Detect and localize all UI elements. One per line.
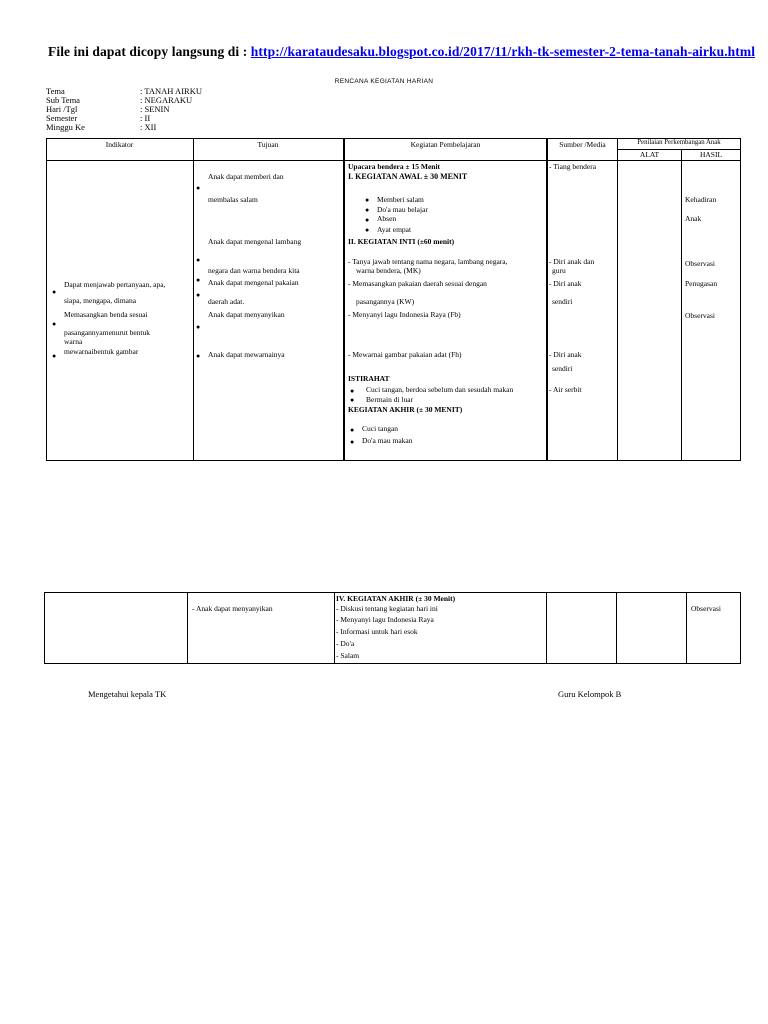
bullet-icon: ● [196, 352, 201, 360]
kegiatan-inti-line: - Tanya jawab tentang nama negara, lambang negara, [348, 257, 508, 266]
closing-item: - Informasi untuk hari esok [336, 627, 418, 636]
kegiatan-awal-item: Absen [377, 214, 397, 223]
kegiatan-istirahat-item: Bermain di luar [366, 395, 414, 404]
closing-title: IV. KEGIATAN AKHIR (± 30 Menit) [336, 594, 456, 603]
sumber-line: - Diri anak [549, 350, 582, 359]
col-line [187, 592, 188, 664]
table-border-bottom [44, 663, 741, 664]
meta-value: : NEGARAKU [140, 95, 193, 105]
closing-item: - Diskusi tentang kegiatan hari ini [336, 604, 438, 613]
tujuan-line: Anak dapat memberi dan [208, 172, 284, 181]
header-prefix: File ini dapat dicopy langsung di : [48, 44, 251, 59]
indikator-line: warna [64, 337, 83, 346]
bullet-icon: ● [196, 256, 201, 264]
bullet-icon: ● [350, 426, 355, 434]
header-kegiatan: Kegiatan Pembelajaran [410, 140, 481, 149]
col-line [46, 138, 47, 461]
kegiatan-akhir-item: Do'a mau makan [362, 436, 413, 445]
hasil-line: Observasi [685, 259, 715, 268]
blog-link[interactable]: http://karataudesaku.blogspot.co.id/2017/11/rkh-tk-semester-2-tema-tanah-airku.html [250, 44, 756, 59]
sumber-line: guru [552, 266, 566, 275]
bullet-icon: ● [365, 196, 370, 204]
col-line [616, 592, 617, 664]
closing-item: - Salam [336, 651, 360, 660]
header-alat: ALAT [639, 150, 660, 159]
indikator-line: Dapat menjawab pertanyaan, apa, [64, 280, 166, 289]
indikator-line: mewarnaibentuk gambar [64, 347, 139, 356]
kegiatan-istirahat-title: ISTIRAHAT [348, 374, 390, 383]
col-line [617, 138, 618, 461]
hasil-line: Anak [685, 214, 702, 223]
kegiatan-inti-line: pasangannya (KW) [356, 297, 415, 306]
signature-right: Guru Kelompok B [558, 689, 622, 699]
sumber-line: sendiri [552, 364, 573, 373]
meta-value: : XII [140, 122, 157, 132]
bullet-icon: ● [196, 323, 201, 331]
tujuan-line: negara dan warna bendera kita [208, 266, 300, 275]
sumber-line: - Diri anak dan [549, 257, 595, 266]
kegiatan-upacara: Upacara bendera ± 15 Menit [348, 162, 441, 171]
header-sumber: Sumber /Media [559, 140, 606, 149]
col-line [681, 149, 682, 461]
bullet-icon: ● [196, 291, 201, 299]
meta-label: Semester [46, 113, 78, 123]
tujuan-line: Anak dapat mengenal lambang [208, 237, 302, 246]
sumber-line: - Diri anak [549, 279, 582, 288]
indikator-line: Memasangkan benda sesuai [64, 310, 148, 319]
bullet-icon: ● [196, 276, 201, 284]
closing-tujuan: - Anak dapat menyanyikan [192, 604, 273, 613]
meta-value: : TANAH AIRKU [140, 86, 202, 96]
bullet-icon: ● [196, 184, 201, 192]
header-tujuan: Tujuan [257, 140, 279, 149]
col-line [343, 138, 345, 461]
sumber-line: - Air serbit [549, 385, 582, 394]
table-border-bottom [46, 460, 741, 461]
bullet-icon: ● [52, 320, 57, 328]
bullet-icon: ● [350, 396, 355, 404]
closing-hasil: Observasi [691, 604, 721, 613]
kegiatan-awal-title: I. KEGIATAN AWAL ± 30 MENIT [348, 172, 468, 181]
col-line [740, 592, 741, 664]
doc-title: RENCANA KEGIATAN HARIAN [334, 78, 434, 85]
kegiatan-akhir-title: KEGIATAN AKHIR (± 30 MENIT) [348, 405, 463, 414]
indikator-line: siapa, mengapa, dimana [64, 296, 137, 305]
bullet-icon: ● [350, 438, 355, 446]
hasil-line: Observasi [685, 311, 715, 320]
kegiatan-akhir-item: Cuci tangan [362, 424, 399, 433]
col-line [546, 592, 547, 664]
sumber-line: - Tiang bendera [549, 162, 597, 171]
meta-label: Hari /Tgl [46, 104, 78, 114]
meta-label: Tema [46, 86, 65, 96]
table-header-divider [46, 160, 741, 161]
kegiatan-inti-line: warna bendera, (MK) [356, 266, 421, 275]
kegiatan-inti-line: - Menyanyi lagu Indonesia Raya (Fb) [348, 310, 461, 319]
col-line [334, 592, 335, 664]
col-line [546, 138, 548, 461]
meta-value: : II [140, 113, 151, 123]
tujuan-line: daerah adat. [208, 297, 245, 306]
kegiatan-inti-line: - Mewarnai gambar pakaian adat (Fh) [348, 350, 462, 359]
meta-value: : SENIN [140, 104, 170, 114]
kegiatan-inti-title: II. KEGIATAN INTI (±60 menit) [348, 237, 455, 246]
bullet-icon: ● [52, 352, 57, 360]
tujuan-line: Anak dapat mengenal pakaian [208, 278, 299, 287]
kegiatan-istirahat-item: Cuci tangan, berdoa sebelum dan sesudah makan [366, 385, 514, 394]
hasil-line: Penugasan [685, 279, 718, 288]
kegiatan-awal-item: Ayat empat [377, 225, 412, 234]
tujuan-line: Anak dapat mewarnainya [208, 350, 285, 359]
bullet-icon: ● [365, 226, 370, 234]
kegiatan-awal-item: Memberi salam [377, 195, 424, 204]
table-border-top [44, 592, 741, 593]
col-line [686, 592, 687, 664]
hasil-line: Kehadiran [685, 195, 717, 204]
header-penilaian: Penilaian Perkembangan Anak [637, 139, 721, 146]
col-line [740, 138, 741, 461]
meta-label: Minggu Ke [46, 122, 85, 132]
bullet-icon: ● [365, 216, 370, 224]
tujuan-line: membalas salam [208, 195, 258, 204]
sumber-line: sendiri [552, 297, 573, 306]
tujuan-line: Anak dapat menyanyikan [208, 310, 285, 319]
bullet-icon: ● [365, 206, 370, 214]
meta-label: Sub Tema [46, 95, 80, 105]
indikator-line: pasangannyamenurut bentuk [64, 328, 151, 337]
col-line [44, 592, 45, 664]
col-line [193, 138, 194, 461]
header-hasil: HASIL [699, 150, 723, 159]
bullet-icon: ● [350, 387, 355, 395]
header-indikator: Indikator [105, 140, 134, 149]
bullet-icon: ● [52, 288, 57, 296]
file-header [48, 44, 755, 60]
kegiatan-awal-item: Do'a mau belajar [377, 205, 428, 214]
kegiatan-inti-line: - Memasangkan pakaian daerah sesuai dengan [348, 279, 487, 288]
closing-item: - Do'a [336, 639, 355, 648]
closing-item: - Menyanyi lagu Indonesia Raya [336, 615, 434, 624]
signature-left: Mengetahui kepala TK [88, 689, 167, 699]
